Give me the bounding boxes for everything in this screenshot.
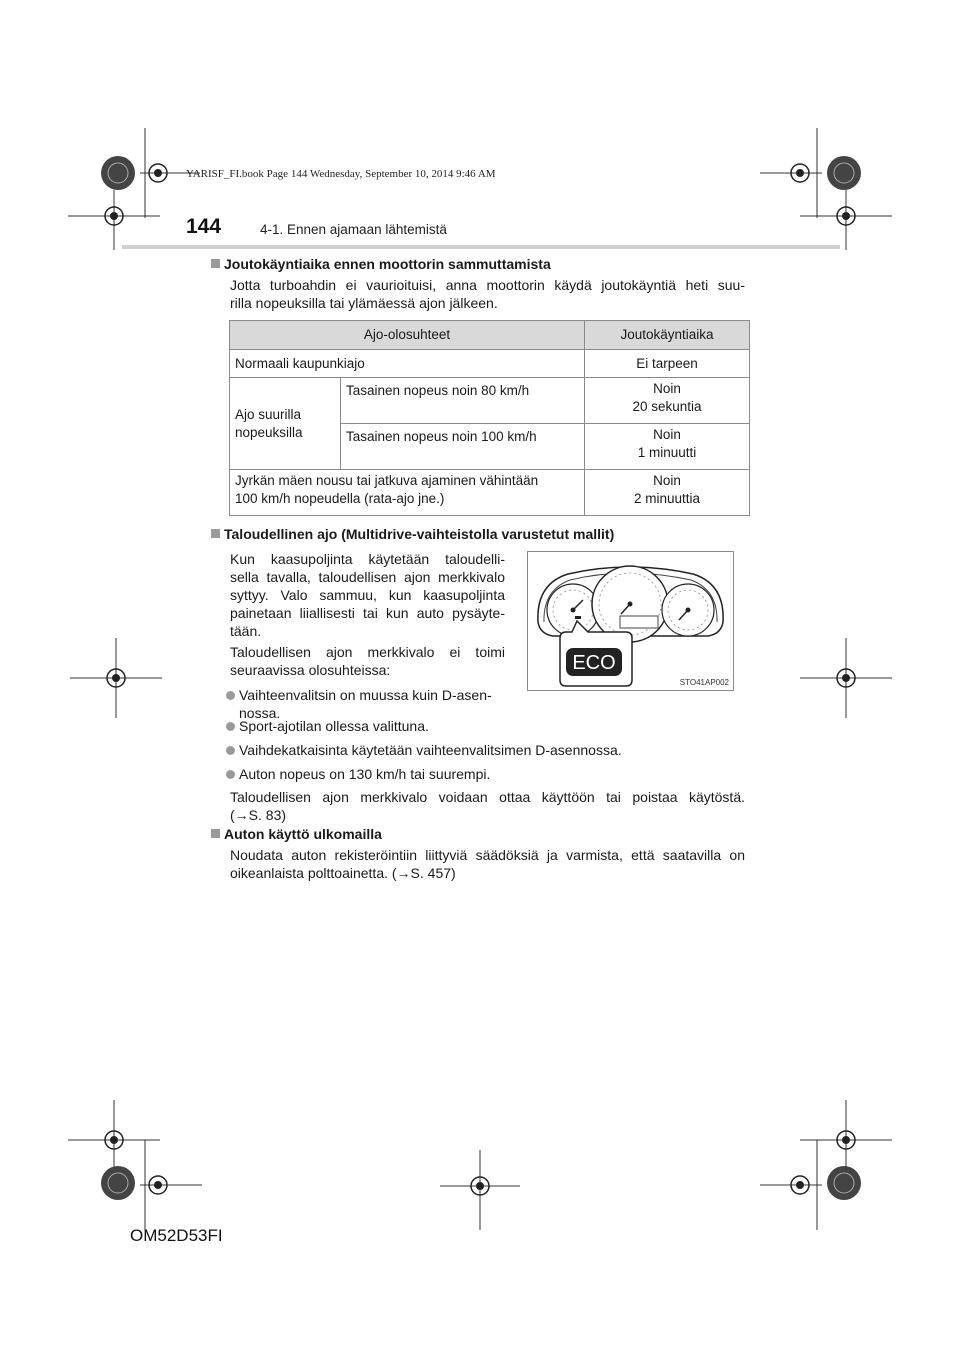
instrument-cluster-figure <box>527 551 734 691</box>
table-header-conditions: Ajo-olosuhteet <box>230 321 585 350</box>
table-row: Tasainen nopeus noin 100 km/h Noin 1 minuutti <box>230 424 750 470</box>
page-number: 144 <box>186 215 222 238</box>
eco-paragraph-2: Taloudellisen ajon merkkivalo ei toimi seuraavissa olosuhteissa: <box>230 644 505 678</box>
crosshair-mark-bottom-center <box>440 1150 520 1230</box>
crosshair-mark-right-middle <box>800 638 892 718</box>
eco-heading: Taloudellinen ajo (Multidrive-vaihteistolla varustetut mallit) <box>211 526 614 542</box>
crosshair-mark-right-upper <box>800 190 892 250</box>
starburst-mark-bottom-right <box>826 1165 862 1201</box>
square-bullet-icon <box>211 829 220 838</box>
crosshair-mark-left-upper <box>68 190 160 250</box>
eco-bullet-1: Vaihteenvalitsin on muussa kuin D-asen- nossa. <box>226 686 506 722</box>
square-bullet-icon <box>211 259 220 268</box>
eco-bullet-3: Vaihdekatkaisinta käytetään vaihteenvalitsimen D-asennossa. <box>226 741 746 759</box>
eco-bullet-2: Sport-ajotilan ollessa valittuna. <box>226 717 746 735</box>
eco-indicator-label: ECO <box>572 652 616 674</box>
idle-heading: Joutokäyntiaika ennen moottorin sammuttamista <box>211 256 551 272</box>
table-header-row <box>230 321 750 350</box>
starburst-mark-top-left <box>100 155 136 191</box>
idle-paragraph: Jotta turboahdin ei vaurioituisi, anna moottorin käydä joutokäyntiä heti suu- rilla nopeuksilla tai ylämäessä ajon jälkeen. <box>230 277 745 311</box>
table-header-idle-time: Joutokäyntiaika <box>585 321 750 350</box>
table-row: Normaali kaupunkiajo Ei tarpeen <box>230 350 750 378</box>
document-code: OM52D53FI <box>130 1226 223 1245</box>
round-bullet-icon <box>226 746 235 755</box>
book-info-line: YARISF_FI.book Page 144 Wednesday, September 10, 2014 9:46 AM <box>186 168 496 180</box>
section-title: 4-1. Ennen ajamaan lähtemistä <box>260 222 447 237</box>
eco-paragraph-1: Kun kaasupoljinta käytetään taloudelli- sella tavalla, taloudellisen ajon merkkivalo syttyy. Valo sammuu, kun kaasupoljinta painetaan liiallisesti tai kun auto pysäyte- tään. <box>230 551 505 639</box>
eco-paragraph-3: Taloudellisen ajon merkkivalo voidaan ottaa käyttöön tai poistaa käytöstä. (→S. 83) <box>230 789 745 823</box>
crosshair-mark-right-lower <box>800 1100 892 1170</box>
eco-bullet-4: Auton nopeus on 130 km/h tai suurempi. <box>226 765 746 783</box>
idle-time-table <box>229 320 750 516</box>
abroad-paragraph: Noudata auton rekisteröintiin liittyviä säädöksiä ja varmista, että saatavilla on oikeanlaista polttoainetta. (→S. 457) <box>230 847 745 881</box>
instrument-cluster-illustration <box>528 552 733 690</box>
starburst-mark-bottom-left <box>100 1165 136 1201</box>
abroad-heading: Auton käyttö ulkomailla <box>211 826 382 842</box>
starburst-mark-top-right <box>826 155 862 191</box>
table-row: Ajo suurilla nopeuksilla Tasainen nopeus noin 80 km/h Noin 20 sekuntia <box>230 378 750 424</box>
round-bullet-icon <box>226 691 235 700</box>
registration-mark-bottom-left <box>140 1140 202 1230</box>
high-speed-label: Ajo suurilla nopeuksilla <box>230 378 341 470</box>
table-row: Jyrkän mäen nousu tai jatkuva ajaminen vähintään 100 km/h nopeudella (rata-ajo jne.) Noin 2 minuuttia <box>230 470 750 516</box>
crosshair-mark-left-middle <box>70 638 162 718</box>
header-rule <box>122 245 840 249</box>
round-bullet-icon <box>226 770 235 779</box>
square-bullet-icon <box>211 529 220 538</box>
round-bullet-icon <box>226 722 235 731</box>
figure-code: STO41AP002 <box>679 678 729 687</box>
